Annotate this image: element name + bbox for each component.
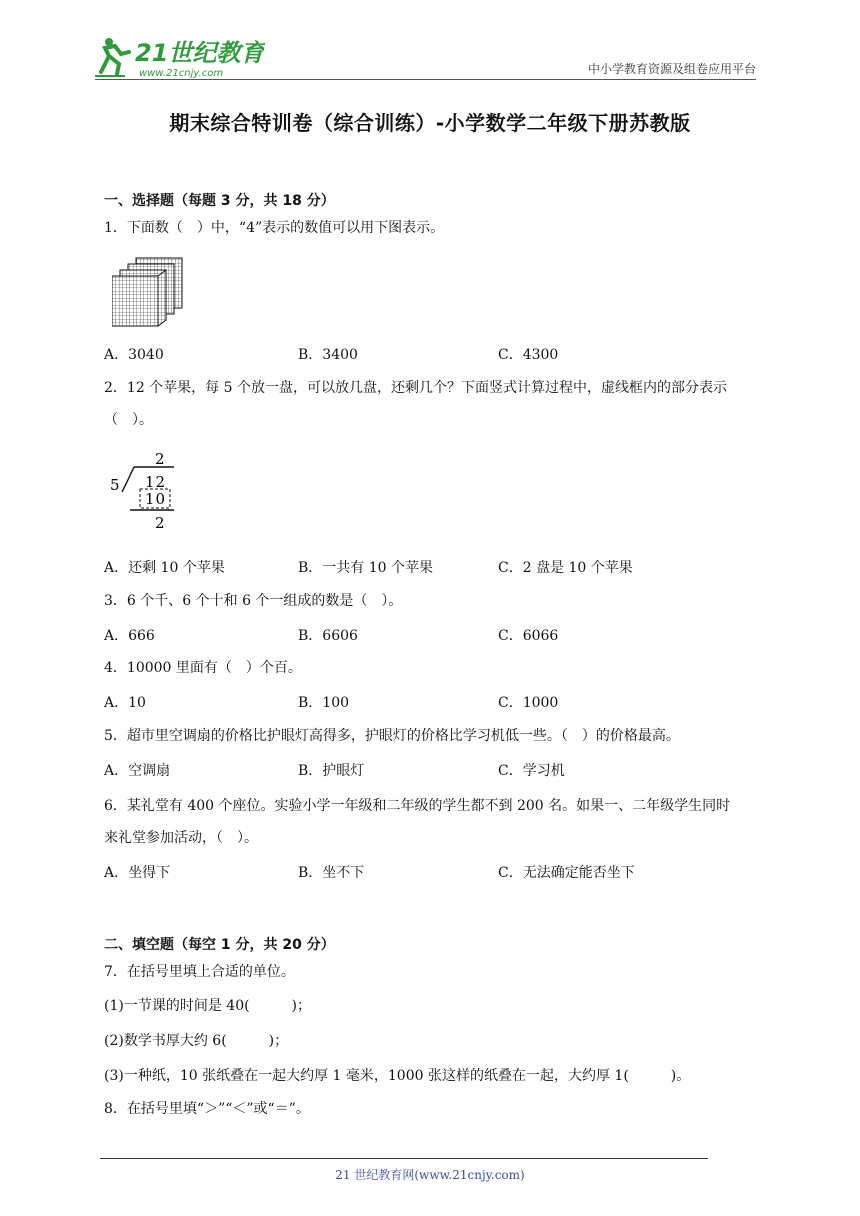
question-8: 8．在括号里填“＞”“＜”或“＝”。 [104, 1101, 310, 1117]
question-2-line-2: （ ）。 [104, 412, 153, 428]
division-product: 10 [145, 490, 167, 508]
question-7-part-3: (3)一种纸，10 张纸叠在一起大约厚 1 毫米，1000 张这样的纸叠在一起，大约厚 1( )。 [104, 1068, 691, 1084]
question-7-part-1: (1)一节课的时间是 40( )； [104, 998, 312, 1014]
division-quotient: 2 [155, 450, 165, 468]
q4-option-c[interactable]: C．1000 [498, 695, 559, 711]
q1-option-a[interactable]: A．3040 [104, 347, 164, 363]
platform-name: 中小学教育资源及组卷应用平台 [587, 62, 756, 76]
logo-url: www.21cnjy.com [139, 68, 224, 79]
q4-option-a[interactable]: A．10 [104, 695, 146, 711]
logo-text: 21世纪教育 [135, 39, 265, 67]
q3-option-c[interactable]: C．6066 [498, 628, 559, 644]
q5-option-b[interactable]: B．护眼灯 [298, 763, 365, 779]
logo [95, 34, 265, 80]
q3-option-a[interactable]: A．666 [104, 628, 155, 644]
q6-option-c[interactable]: C．无法确定能否坐下 [498, 865, 635, 881]
footer-text[interactable]: 21 世纪教育网(www.21cnjy.com) [335, 1168, 525, 1182]
header-divider [95, 79, 756, 80]
question-7-part-2: (2)数学书厚大约 6( )； [104, 1033, 289, 1049]
division-dividend: 12 [145, 473, 167, 491]
runner-icon [95, 38, 129, 76]
q1-option-c[interactable]: C．4300 [498, 347, 559, 363]
question-3: 3．6 个千、6 个十和 6 个一组成的数是（ ）。 [104, 593, 403, 609]
q2-option-a[interactable]: A．还剩 10 个苹果 [104, 560, 225, 576]
q3-option-b[interactable]: B．6606 [298, 628, 358, 644]
question-6-line-2: 来礼堂参加活动，（ ）。 [104, 830, 258, 846]
cube-1 [112, 270, 166, 326]
section-heading-choice: 一、选择题（每题 3 分，共 18 分） [104, 193, 335, 209]
question-7: 7．在括号里填上合适的单位。 [104, 964, 295, 980]
thousand-cubes-figure [112, 256, 188, 330]
question-6-line-1: 6．某礼堂有 400 个座位。实验小学一年级和二年级的学生都不到 200 名。如果一、二年级学生同时 [104, 798, 731, 814]
question-5: 5．超市里空调扇的价格比护眼灯高得多，护眼灯的价格比学习机低一些。（ ）的价格最高。 [104, 728, 680, 744]
question-4: 4．10000 里面有（ ）个百。 [104, 660, 302, 676]
q5-option-c[interactable]: C．学习机 [498, 763, 565, 779]
q2-option-c[interactable]: C．2 盘是 10 个苹果 [498, 560, 633, 576]
question-2-line-1: 2．12 个苹果，每 5 个放一盘，可以放几盘，还剩几个？下面竖式计算过程中，虚线框内的部分表示 [104, 380, 727, 396]
long-division-figure [104, 446, 194, 536]
q2-option-b[interactable]: B．一共有 10 个苹果 [298, 560, 434, 576]
question-1: 1．下面数（ ）中，“4”表示的数值可以用下图表示。 [104, 220, 445, 236]
q6-option-a[interactable]: A．坐得下 [104, 865, 171, 881]
q5-option-a[interactable]: A．空调扇 [104, 763, 171, 779]
division-bracket [122, 467, 134, 492]
division-remainder: 2 [155, 514, 165, 532]
footer-divider [100, 1158, 708, 1159]
q1-option-b[interactable]: B．3400 [298, 347, 358, 363]
section-heading-fill: 二、填空题（每空 1 分，共 20 分） [104, 937, 335, 953]
q6-option-b[interactable]: B．坐不下 [298, 865, 365, 881]
q4-option-b[interactable]: B．100 [298, 695, 350, 711]
page-title: 期末综合特训卷（综合训练）-小学数学二年级下册苏教版 [169, 111, 691, 135]
division-divisor: 5 [110, 476, 120, 494]
